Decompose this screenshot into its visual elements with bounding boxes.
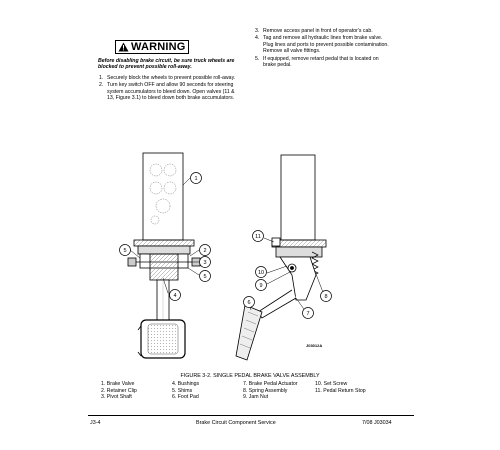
side-view <box>236 155 326 360</box>
legend-item: 11. Pedal Return Stop <box>315 387 366 394</box>
legend-item: 5. Shims <box>172 387 193 394</box>
legend-item: 4. Bushings <box>172 381 200 387</box>
callout-label: 7 <box>306 311 310 317</box>
legend-item: 7. Brake Pedal Actuator <box>243 381 298 387</box>
callout-label: 9 <box>259 283 263 289</box>
callout-label: 8 <box>324 294 328 300</box>
front-view <box>128 153 200 358</box>
step-item: 3. Remove access panel in front of operator's cab. <box>255 28 373 34</box>
step-item: 4. Tag and remove all hydraulic lines from brake valve. Plug lines and ports to prevent possible contamination. Remove all valve fittings. <box>255 35 389 55</box>
step-item: 5. If equipped, remove retard pedal that is located on brake pedal. <box>255 55 379 69</box>
legend-column <box>172 381 199 401</box>
legend-item: 9. Jam Nut <box>243 394 269 401</box>
document-code: 7/08 J03034 <box>362 420 392 426</box>
callout-label: 5 <box>203 274 207 280</box>
callout-label: 2 <box>203 248 207 254</box>
figure-image-id: J03012A <box>306 343 323 348</box>
step-item: 1. Securely block the wheels to prevent possible roll-away. <box>99 75 236 81</box>
warning-note: Before disabling brake circuit, be sure truck wheels are blocked to prevent possible roll-away. <box>98 58 235 71</box>
step-item: 2. Turn key switch OFF and allow 90 seconds for steering system accumulators to bleed down. Open valves (11 & 13, Figure 3.1) to bleed down both brake accumulators. <box>99 82 235 102</box>
legend-item: 6. Foot Pad <box>172 394 199 401</box>
legend-column <box>243 381 298 401</box>
callout-label: 3 <box>203 260 207 266</box>
callout-label: 10 <box>257 270 265 276</box>
callout-label: 4 <box>173 293 177 299</box>
legend-item: 10. Set Screw <box>315 381 348 387</box>
callout-label: 11 <box>255 234 261 240</box>
legend-column <box>101 381 137 401</box>
callout-label: 5 <box>123 248 127 254</box>
legend-item: 1. Brake Valve <box>101 381 135 387</box>
legend-column <box>315 381 366 394</box>
warning-label: WARNING <box>131 41 186 53</box>
legend-item: 8. Spring Assembly <box>243 387 288 394</box>
footer-rule <box>88 415 414 416</box>
legend-item: 2. Retainer Clip <box>101 387 137 394</box>
page-number: J3-4 <box>90 420 101 426</box>
legend-item: 3. Pivot Shaft <box>101 394 132 401</box>
callout-label: 1 <box>194 176 198 182</box>
figure-caption: FIGURE 3-2. SINGLE PEDAL BRAKE VALVE ASSEMBLY <box>180 373 320 379</box>
section-title: Brake Circuit Component Service <box>196 420 276 426</box>
callout-label: 6 <box>247 300 251 306</box>
